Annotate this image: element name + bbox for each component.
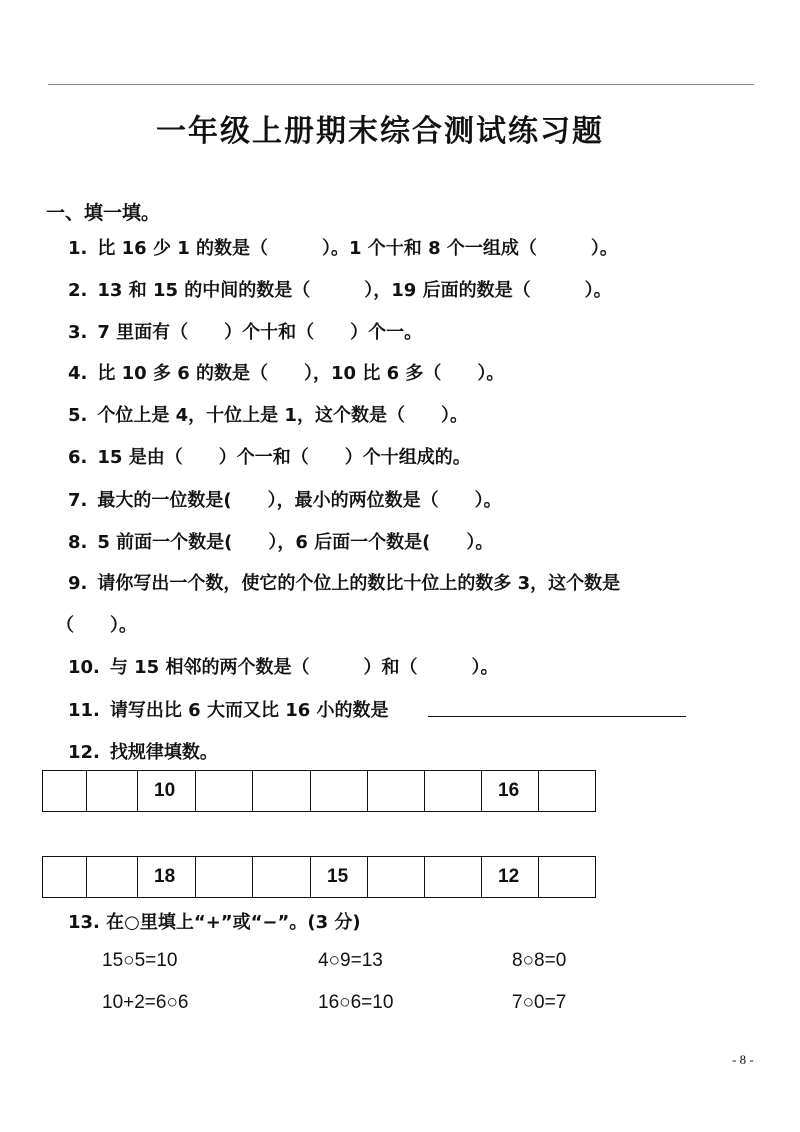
- question-9: 9. 请你写出一个数，使它的个位上的数比十位上的数多 3，这个数是: [68, 573, 621, 594]
- question-10: 10. 与 15 相邻的两个数是（ ）和（ ）。: [68, 657, 499, 678]
- grid-cell[interactable]: [368, 857, 425, 898]
- question-6: 6. 15 是由（ ）个一和（ ）个十组成的。: [68, 447, 471, 468]
- grid-cell[interactable]: [539, 857, 596, 898]
- section-heading: 一、填一填。: [46, 202, 161, 224]
- grid-cell[interactable]: [196, 857, 253, 898]
- grid-cell: 15: [311, 857, 368, 898]
- question-13-heading: 13. 在○里填上“+”或“−”。(3 分): [68, 912, 361, 933]
- question-4: 4. 比 10 多 6 的数是（ ），10 比 6 多（ ）。: [68, 363, 505, 384]
- grid-cell[interactable]: [368, 771, 425, 812]
- question-5: 5. 个位上是 4，十位上是 1，这个数是（ ）。: [68, 405, 468, 426]
- grid-cell[interactable]: [87, 857, 138, 898]
- question-12: 12. 找规律填数。: [68, 742, 218, 763]
- grid-cell[interactable]: [196, 771, 253, 812]
- page-number: - 8 -: [732, 1052, 754, 1067]
- answer-blank-line[interactable]: [428, 716, 686, 717]
- grid-cell[interactable]: [43, 857, 87, 898]
- equation[interactable]: 16○6=10: [318, 992, 394, 1013]
- grid-cell: 12: [482, 857, 539, 898]
- equation[interactable]: 4○9=13: [318, 950, 383, 971]
- grid-cell: 10: [138, 771, 196, 812]
- equation[interactable]: 15○5=10: [102, 950, 178, 971]
- grid-cell[interactable]: [425, 857, 482, 898]
- equation[interactable]: 8○8=0: [512, 950, 567, 971]
- page-title: 一年级上册期末综合测试练习题: [156, 114, 604, 149]
- grid-cell[interactable]: [311, 771, 368, 812]
- equation[interactable]: 7○0=7: [512, 992, 567, 1013]
- grid-cell: 18: [138, 857, 196, 898]
- top-rule: [48, 84, 754, 85]
- question-1: 1. 比 16 少 1 的数是（ ）。1 个十和 8 个一组成（ ）。: [68, 238, 618, 259]
- question-3: 3. 7 里面有（ ）个十和（ ）个一。: [68, 322, 423, 343]
- pattern-grid-2: [42, 856, 596, 898]
- grid-cell[interactable]: [539, 771, 596, 812]
- question-8: 8. 5 前面一个数是( ），6 后面一个数是( ）。: [68, 532, 494, 553]
- grid-cell[interactable]: [425, 771, 482, 812]
- question-7: 7. 最大的一位数是( ），最小的两位数是（ ）。: [68, 490, 502, 511]
- pattern-grid-1: [42, 770, 596, 812]
- grid-cell[interactable]: [253, 771, 311, 812]
- grid-cell: 16: [482, 771, 539, 812]
- grid-cell[interactable]: [253, 857, 311, 898]
- question-11: 11. 请写出比 6 大而又比 16 小的数是: [68, 700, 389, 721]
- equation[interactable]: 10+2=6○6: [102, 992, 189, 1013]
- question-2: 2. 13 和 15 的中间的数是（ ），19 后面的数是（ ）。: [68, 280, 612, 301]
- question-9-continued: （ ）。: [56, 615, 137, 636]
- grid-cell[interactable]: [43, 771, 87, 812]
- grid-cell[interactable]: [87, 771, 138, 812]
